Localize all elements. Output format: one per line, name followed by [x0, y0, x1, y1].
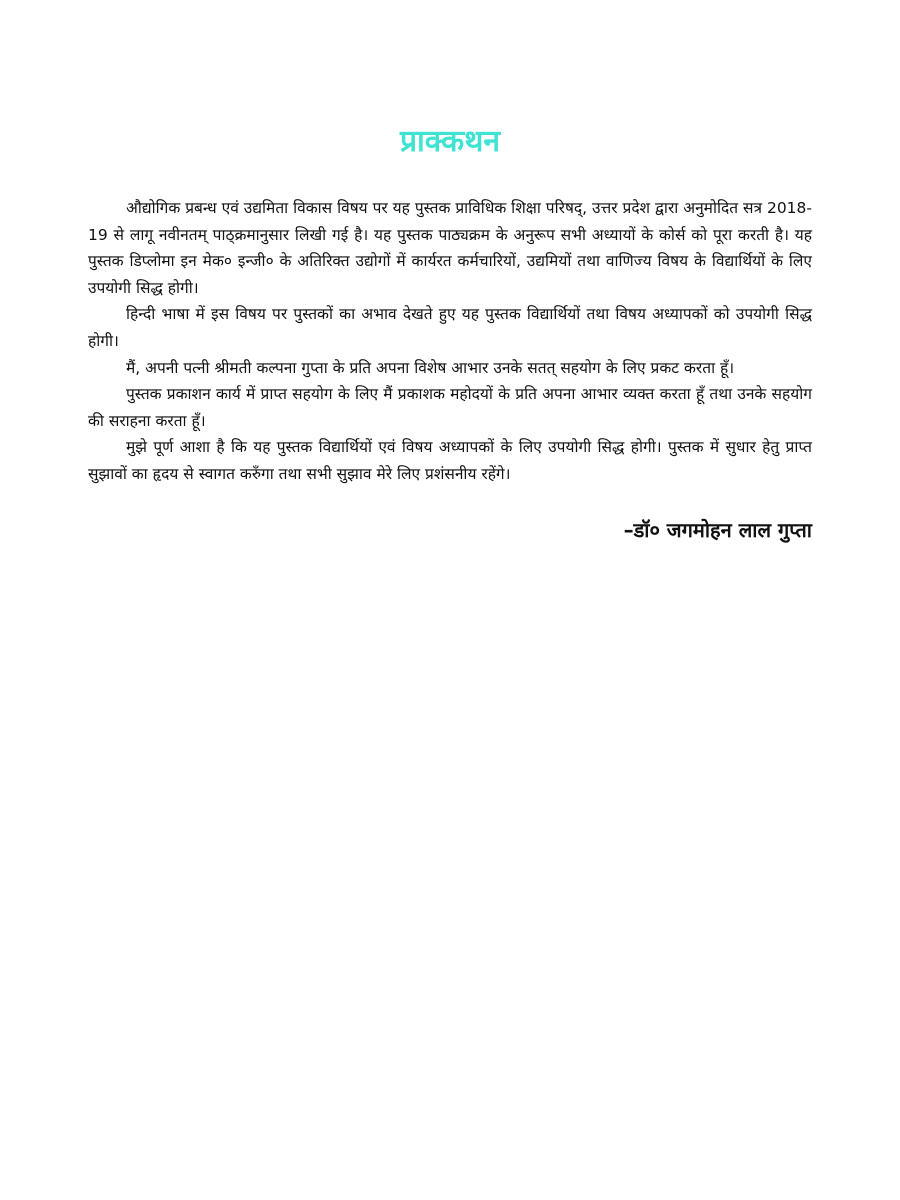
paragraph: मुझे पूर्ण आशा है कि यह पुस्तक विद्यार्थियों एवं विषय अध्यापकों के लिए उपयोगी सिद्ध होगी। पुस्तक में सुधार हेतु प्राप्त सुझावों का हृदय से स्वागत करुँगा तथा सभी सुझाव मेरे लिए प्रशंसनीय रहेंगे।: [88, 438, 812, 483]
preface-body: [88, 195, 812, 488]
author-signature: –डॉ० जगमोहन लाल गुप्ता: [623, 518, 812, 542]
paragraph: मैं, अपनी पत्नी श्रीमती कल्पना गुप्ता के प्रति अपना विशेष आभार उनके सतत् सहयोग के लिए प्रकट करता हूँ।: [126, 358, 735, 377]
paragraph: पुस्तक प्रकाशन कार्य में प्राप्त सहयोग के लिए मैं प्रकाशक महोदयों के प्रति अपना आभार व्यक्त करता हूँ तथा उनके सहयोग की सराहना करता हूँ।: [88, 385, 812, 430]
page-title: प्राक्कथन: [399, 124, 501, 159]
paragraph: हिन्दी भाषा में इस विषय पर पुस्तकों का अभाव देखते हुए यह पुस्तक विद्यार्थियों तथा विषय अध्यापकों को उपयोगी सिद्ध होगी।: [88, 305, 812, 350]
paragraph: औद्योगिक प्रबन्ध एवं उद्यमिता विकास विषय पर यह पुस्तक प्राविधिक शिक्षा परिषद्, उत्तर प्रदेश द्वारा अनुमोदित सत्र 2018-19 से लागू नवीनतम् पाठ्क्रमानुसार लिखी गई है। यह पुस्तक पाठ्यक्रम के अनुरूप सभी अध्यायों के कोर्स को पूरा करती है। यह पुस्तक डिप्लोमा इन मेक० इन्जी० के अतिरिक्त उद्योगों में कार्यरत कर्मचारियों, उद्यमियों तथा वाणिज्य विषय के विद्यार्थियों के लिए उपयोगी सिद्ध होगी।: [88, 199, 812, 297]
